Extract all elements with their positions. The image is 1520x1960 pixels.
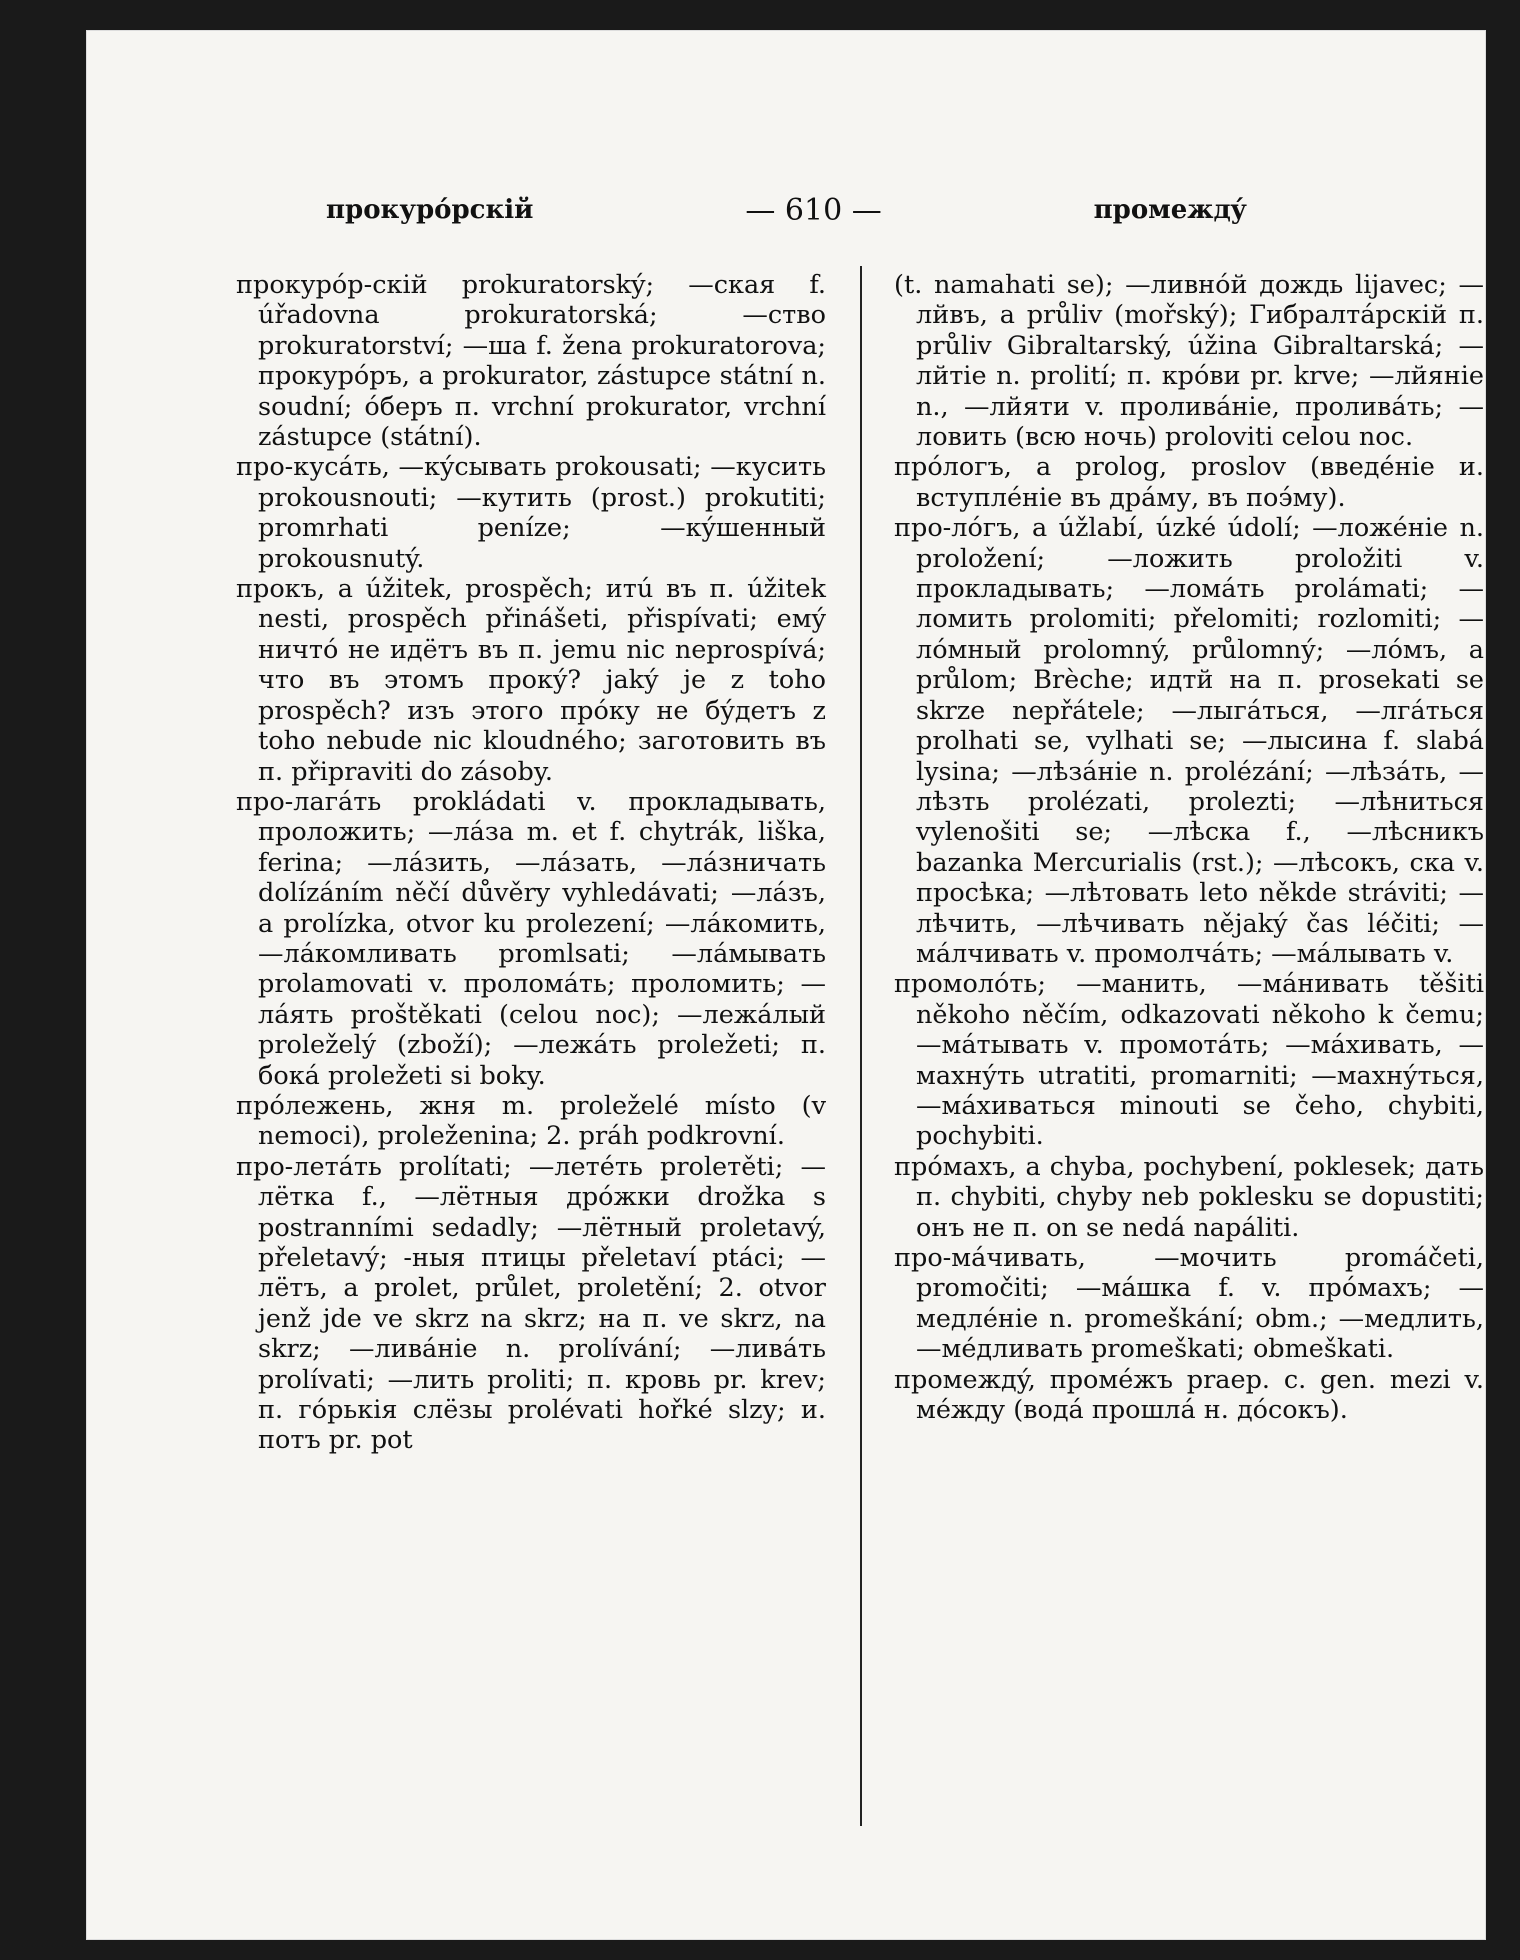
dictionary-entry: про-лагáть prokládati v. прокладывать, проложить; —лáза m. et f. chytrák, liška, ferina; —лáзить, —лáзать, —лáзничать dolízáním něčí důvěry vyhledávati; —лáзъ, a prolízka, otvor ku prolezení; —лáкомить, —лáкомливать promlsati; —лáмывать prolamovati v. проломáть; проломить; —лáять proštěkati (celou noc); —лежáлый proleželý (zboží); —лежáть proležeti; п. бокá proležeti si boky. <box>236 786 826 1091</box>
column-divider <box>860 266 862 1826</box>
dictionary-entry: про-кусáть, —кýсывать prokousati; —кусить prokousnouti; —кутить (prost.) prokutiti; promrhati peníze; —кýшенный prokousnutý. <box>236 452 826 574</box>
running-header <box>326 190 1246 230</box>
page-number: — 610 — <box>745 192 882 228</box>
dictionary-entry: прóлогъ, a prolog, proslov (введéніе и. вступлéніе въ дрáму, въ поэ́му). <box>894 452 1484 513</box>
dictionary-entry: прокъ, a úžitek, prospěch; итú въ п. úžitek nesti, prospěch přinášeti, přispívati; емý ничтó не идётъ въ п. jemu nic neprospívá; что въ этомъ прокý? jaký je z toho prospěch? изъ этого прóку не бýдетъ z toho nebude nic kloudného; заготовить въ п. připraviti do zásoby. <box>236 574 826 787</box>
right-column <box>894 270 1484 1425</box>
dictionary-entry: про-мáчивать, —мочить promáčeti, promočiti; —мáшка f. v. прóмахъ; —медлéніе n. promeškání; obm.; —медлить, —мéдливать promeškati; obmeškati. <box>894 1243 1484 1365</box>
header-left-word: прокурóрскій <box>326 195 534 225</box>
dictionary-entry: прóмахъ, a chyba, pochybení, poklesek; дать п. chybiti, chyby neb poklesku se dopustiti; онъ не п. on se nedá napáliti. <box>894 1151 1484 1243</box>
dictionary-entry: прóлежень, жня m. proleželé místo (v nemoci), proleženina; 2. práh podkrovní. <box>236 1090 826 1152</box>
left-column <box>236 270 826 1456</box>
dictionary-entry: (t. namahati se); —ливнóй дождь lijavec; —лйвъ, a průliv (mořský); Гибралтáрскій п. průliv Gibraltarský, úžina Gibraltarská; —лйтіе n. prolití; п. крóви pr. krve; —лйяніе n., —лйяти v. проливáніе, проливáть; —ловить (всю ночь) proloviti celou noc. <box>894 270 1484 453</box>
header-right-word: промеждý <box>1093 195 1246 225</box>
dictionary-page <box>86 30 1486 1940</box>
dictionary-entry: прокурóр-скій prokuratorský; —ская f. úřadovna prokuratorská; —ство prokuratorství; —ша f. žena prokuratorova; прокурóръ, a prokurator, zástupce státní n. soudní; óберъ п. vrchní prokurator, vrchní zástupce (státní). <box>236 270 826 453</box>
dictionary-entry: про-летáть prolítati; —летéть proleтěti; —лётка f., —лётныя дрóжки drožka s postranními sedadly; —лётный proletavý, přeletavý; -ныя птицы přeletaví ptáci; —лётъ, a prolet, průlet, proletění; 2. otvor jenž jde ve skrz na skrz; на п. ve skrz, na skrz; —ливáніе n. prolívání; —ливáть prolívati; —лить proliti; п. кровь pr. krev; п. гóрькія слёзы prolévati hořké slzy; и. потъ pr. pot <box>236 1151 826 1456</box>
dictionary-entry: промеждý, промéжъ praep. c. gen. mezi v. мéжду (водá прошлá н. дóсокъ). <box>894 1364 1484 1426</box>
dictionary-entry: про-лóгъ, a úžlabí, úzké údolí; —ложéніе n. proložení; —ложить proložiti v. прокладывать; —ломáть prolámati; —ломить prolomiti; přelomiti; rozlomiti; —лóмный prolomný, průlomný; —лóмъ, a průlom; Brèche; идтй на п. prosekati se skrze nepřátele; —лыгáться, —лгáться prolhati se, vylhati se; —лысина f. slabá lysina; —лѣзáніе n. prolézání; —лѣзáть, —лѣзть prolézati, prolezti; —лѣниться vylenošiti se; —лѣска f., —лѣсникъ bazanka Mercurialis (rst.); —лѣсокъ, ска v. просѣка; —лѣтовать leto někde stráviti; —лѣчить, —лѣчивать nějaký čas léčiti; —мáлчивать v. промолчáть; —мáлывать v. <box>894 513 1484 969</box>
dictionary-entry: промолóть; —манить, —мáнивать těšiti někoho něčím, odkazovati někoho k čemu; —мáтывать v. промотáть; —мáхивать, —махнýть utratiti, promarniti; —махнýться, —мáхиваться minouti se čeho, chybiti, pochybiti. <box>894 969 1484 1152</box>
